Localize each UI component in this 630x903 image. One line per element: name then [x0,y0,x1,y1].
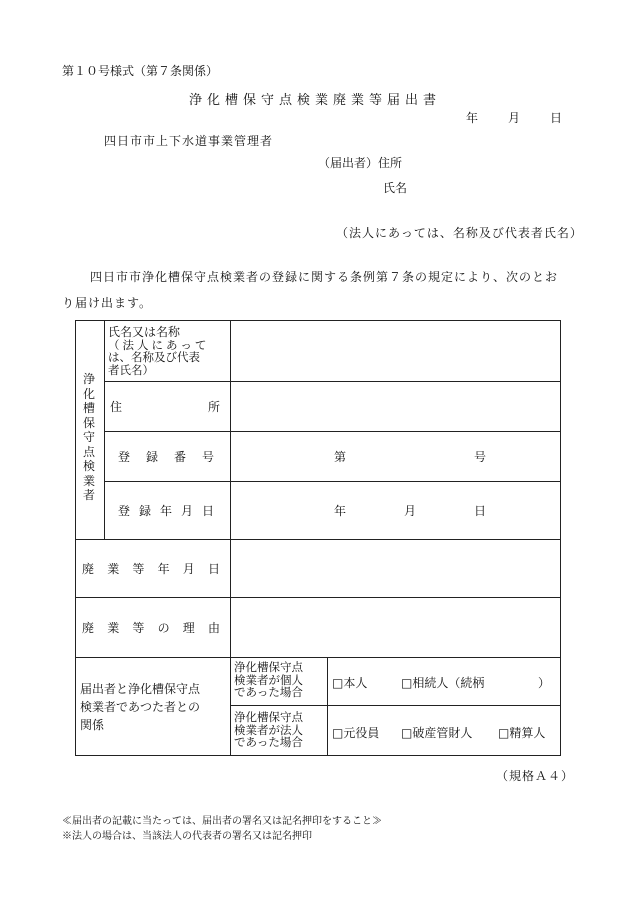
registration-date-month: 月 [404,504,417,518]
paper-size-note: （規格Ａ４） [496,769,575,783]
registration-number-suffix: 号 [474,450,487,464]
label-char: 番 [173,450,186,464]
body-text-line-2: り届け出ます。 [62,296,153,310]
label-char: 等 [132,562,145,576]
label-char: 号 [201,450,214,464]
relation-label-line: 検業者であつた者との [80,700,201,714]
checkbox-liquidator[interactable]: □精算人 [498,726,546,740]
table-divider [104,481,561,482]
label-char: 日 [207,562,220,576]
date-day: 日 [550,111,563,125]
table-divider [104,431,561,432]
closure-reason-label [82,619,220,636]
registration-date-label [118,502,214,519]
form-number: 第１０号様式（第７条関係） [62,64,219,78]
addressee: 四日市市上下水道事業管理者 [104,134,274,148]
date-month: 月 [508,111,521,125]
table-divider [76,657,561,658]
closure-date-label [82,560,220,577]
body-text-line-1: 四日市市浄化槽保守点検業者の登録に関する条例第７条の規定により、次のとお [90,270,559,284]
individual-case-line: 浄化槽保守点 [234,660,303,674]
corporation-case-line: 検業者が法人 [234,722,303,737]
corporation-case-line: 浄化槽保守点 [234,710,303,724]
section-label-vertical: 浄化槽保守点検業者 [82,372,95,502]
name-row-label-line: 者氏名） [108,362,154,377]
label-char: 録 [145,450,158,464]
label-char: 登 [118,450,131,464]
label-char: 業 [107,562,120,576]
label-char: 等 [132,621,145,635]
notifier-address-label: （届出者）住所 [318,156,403,170]
table-divider [327,657,328,756]
label-char: 由 [207,621,220,635]
label-char: 日 [201,504,214,518]
corporation-case-label [234,711,303,749]
page-title: 浄化槽保守点検業廃業等届出書 [188,93,441,108]
corporation-case-line: であった場合 [234,735,303,749]
label-char: 登 [118,504,131,518]
checkbox-former-officer[interactable]: □元役員 [332,726,380,740]
individual-case-line: 検業者が個人 [234,672,303,687]
date-year: 年 [466,111,479,125]
checkbox-principal[interactable]: □本人 [332,676,368,690]
label-char: 録 [138,504,151,518]
label-char: 業 [107,621,120,635]
table-divider [230,705,561,706]
notifier-name-label: 氏名 [383,181,408,195]
label-char: 廃 [82,621,95,635]
label-char: 年 [157,562,170,576]
label-char: の [157,621,170,635]
heir-relation-close: ） [538,676,551,690]
footer-note-2: ※法人の場合は、当該法人の代表者の署名又は記名押印 [62,831,312,842]
name-row-label [108,326,209,376]
checkbox-bankruptcy-trustee[interactable]: □破産管財人 [401,726,473,740]
label-char: 月 [180,504,193,518]
name-row-label-line: は、名称及び代表 [108,350,200,364]
label-char: 廃 [82,562,95,576]
name-row-label-line: 氏名又は名称 [108,325,181,339]
label-char: 月 [182,562,195,576]
registration-date-year: 年 [334,504,347,518]
table-divider [104,381,561,382]
individual-case-label [234,661,303,699]
date-line [466,109,562,126]
label-char: 所 [207,400,220,414]
label-char: 理 [182,621,195,635]
relation-label-line: 届出者と浄化槽保守点 [80,682,201,696]
label-char: 年 [159,504,172,518]
table-divider [76,539,561,540]
relation-label [80,680,200,734]
footer-note-1: ≪届出者の記載に当たっては、届出者の署名又は記名押印をすること≫ [62,816,382,827]
corporation-note: （法人にあっては、名称及び代表者氏名） [336,226,583,240]
name-row-label-line: （法人にあって [108,337,210,352]
relation-label-line: 関係 [80,718,105,732]
individual-case-line: であった場合 [234,685,303,699]
checkbox-heir[interactable]: □相続人（続柄 [401,676,485,690]
table-divider [76,597,561,598]
registration-date-day: 日 [474,504,487,518]
registration-number-label [118,448,214,465]
registration-number-prefix: 第 [334,450,347,464]
table-divider [104,321,105,539]
label-char: 住 [110,400,123,414]
address-label [110,398,220,415]
